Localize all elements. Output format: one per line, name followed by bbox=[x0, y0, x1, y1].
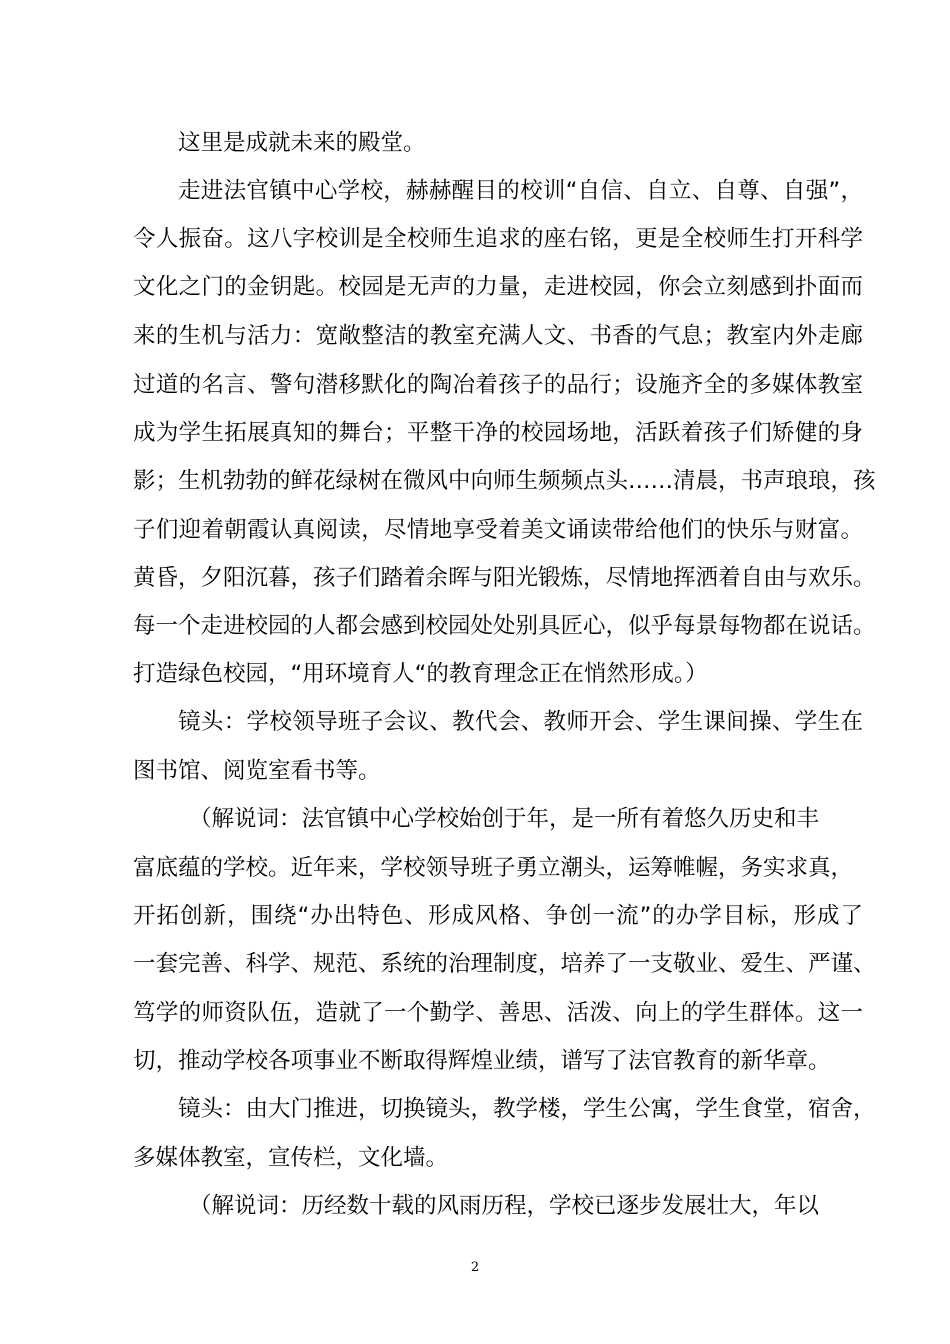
text-line: 黄昏，夕阳沉暮，孩子们踏着余晖与阳光锻炼，尽情地挥洒着自由与欢乐。 bbox=[133, 565, 876, 591]
text-line: 这里是成就未来的殿堂。 bbox=[178, 130, 426, 156]
text-line: 子们迎着朝霞认真阅读，尽情地享受着美文诵读带给他们的快乐与财富。 bbox=[133, 517, 863, 543]
page-number: 2 bbox=[470, 1260, 480, 1275]
text-line: 镜头：学校领导班子会议、教代会、教师开会、学生课间操、学生在 bbox=[178, 709, 863, 735]
text-line: 笃学的师资队伍，造就了一个勤学、善思、活泼、向上的学生群体。这一 bbox=[133, 1000, 863, 1026]
text-line: 一套完善、科学、规范、系统的治理制度，培养了一支敬业、爱生、严谨、 bbox=[133, 951, 876, 977]
text-line: 成为学生拓展真知的舞台；平整干净的校园场地，活跃着孩子们矫健的身 bbox=[133, 420, 863, 446]
text-line: 镜头：由大门推进，切换镜头，教学楼，学生公寓，学生食堂，宿舍， bbox=[178, 1096, 876, 1122]
text-line: 令人振奋。这八字校训是全校师生追求的座右铭，更是全校师生打开科学 bbox=[133, 226, 863, 252]
text-line: 过道的名言、警句潜移默化的陶冶着孩子的品行；设施齐全的多媒体教室 bbox=[133, 372, 863, 398]
text-line: 来的生机与活力：宽敞整洁的教室充满人文、书香的气息；教室内外走廊 bbox=[133, 323, 863, 349]
text-line: 文化之门的金钥匙。校园是无声的力量，走进校园，你会立刻感到扑面而 bbox=[133, 274, 863, 300]
text-line: （解说词：法官镇中心学校始创于年，是一所有着悠久历史和丰 bbox=[189, 806, 820, 832]
text-line: 图书馆、阅览室看书等。 bbox=[133, 758, 381, 784]
text-line: （解说词：历经数十载的风雨历程，学校已逐步发展壮大，年以 bbox=[189, 1193, 820, 1219]
text-line: 打造绿色校园，“用环境育人“的教育理念正在悄然形成。） bbox=[133, 661, 708, 687]
text-line: 走进法官镇中心学校，赫赫醒目的校训“自信、自立、自尊、自强”， bbox=[178, 178, 863, 204]
text-line: 开拓创新，围绕“办出特色、形成风格、争创一流”的办学目标，形成了 bbox=[133, 903, 863, 929]
text-line: 切，推动学校各项事业不断取得辉煌业绩，谱写了法官教育的新华章。 bbox=[133, 1048, 831, 1074]
text-line: 影；生机勃勃的鲜花绿树在微风中向师生频频点头……清晨，书声琅琅，孩 bbox=[133, 468, 876, 494]
text-line: 富底蕴的学校。近年来，学校领导班子勇立潮头，运筹帷幄，务实求真， bbox=[133, 855, 854, 881]
text-line: 每一个走进校园的人都会感到校园处处别具匠心，似乎每景每物都在说话。 bbox=[133, 613, 876, 639]
text-line: 多媒体教室，宣传栏，文化墙。 bbox=[133, 1145, 449, 1171]
